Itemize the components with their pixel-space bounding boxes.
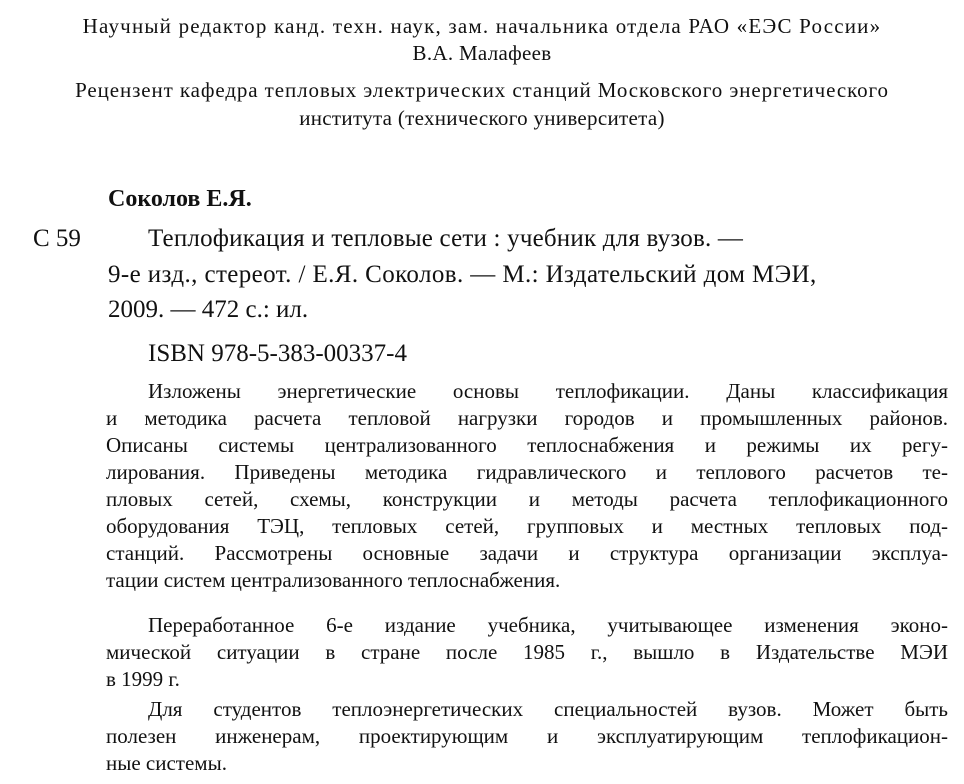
bibliographic-title-line: Теплофикация и тепловые сети : учебник для вузов. — xyxy=(148,225,744,252)
abstract-line: станций. Рассмотрены основные задачи и структура организации эксплуа- xyxy=(106,541,948,565)
abstract-line: оборудования ТЭЦ, тепловых сетей, групповых и местных тепловых под- xyxy=(106,514,948,538)
abstract-line: тации систем централизованного теплоснабжения. xyxy=(106,568,561,592)
abstract-paragraph-3 xyxy=(106,696,948,777)
abstract-line: Для студентов теплоэнергетических специальностей вузов. Может быть xyxy=(148,697,948,721)
abstract-line: и методика расчета тепловой нагрузки городов и промышленных районов. xyxy=(106,406,948,430)
abstract-line: полезен инженерам, проектирующим и эксплуатирующим теплофикацион- xyxy=(106,724,948,748)
scientific-editor-name: В.А. Малафеев xyxy=(412,41,552,65)
abstract-paragraph-2 xyxy=(106,612,948,693)
abstract-line: Изложены энергетические основы теплофикации. Даны классификация xyxy=(148,379,948,403)
abstract-line: Описаны системы централизованного теплоснабжения и режимы их регу- xyxy=(106,433,948,457)
classification-code: С 59 xyxy=(33,225,81,252)
isbn-number: ISBN 978-5-383-00337-4 xyxy=(148,340,408,367)
abstract-line: лирования. Приведены методика гидравлического и теплового расчетов те- xyxy=(106,460,948,484)
reviewer-line: Рецензент кафедра тепловых электрических станций Московского энергетического xyxy=(75,78,889,102)
abstract-line: Переработанное 6-е издание учебника, учитывающее изменения эконо- xyxy=(148,613,948,637)
abstract-line: в 1999 г. xyxy=(106,667,180,691)
abstract-line: пловых сетей, схемы, конструкции и методы расчета теплофикационного xyxy=(106,487,948,511)
abstract-paragraph-1 xyxy=(106,378,948,594)
reviewer-line-continued: института (технического университета) xyxy=(299,106,665,130)
bibliographic-edition-line: 9-е изд., стереот. / Е.Я. Соколов. — М.: Издательский дом МЭИ, xyxy=(108,261,817,288)
author-heading: Соколов Е.Я. xyxy=(108,186,252,212)
bibliographic-pages-line: 2009. — 472 с.: ил. xyxy=(108,296,309,323)
scientific-editor-line: Научный редактор канд. техн. наук, зам. начальника отдела РАО «ЕЭС России» xyxy=(82,14,882,38)
abstract-line: ные системы. xyxy=(106,751,227,775)
abstract-line: мической ситуации в стране после 1985 г., вышло в Издательстве МЭИ xyxy=(106,640,948,664)
